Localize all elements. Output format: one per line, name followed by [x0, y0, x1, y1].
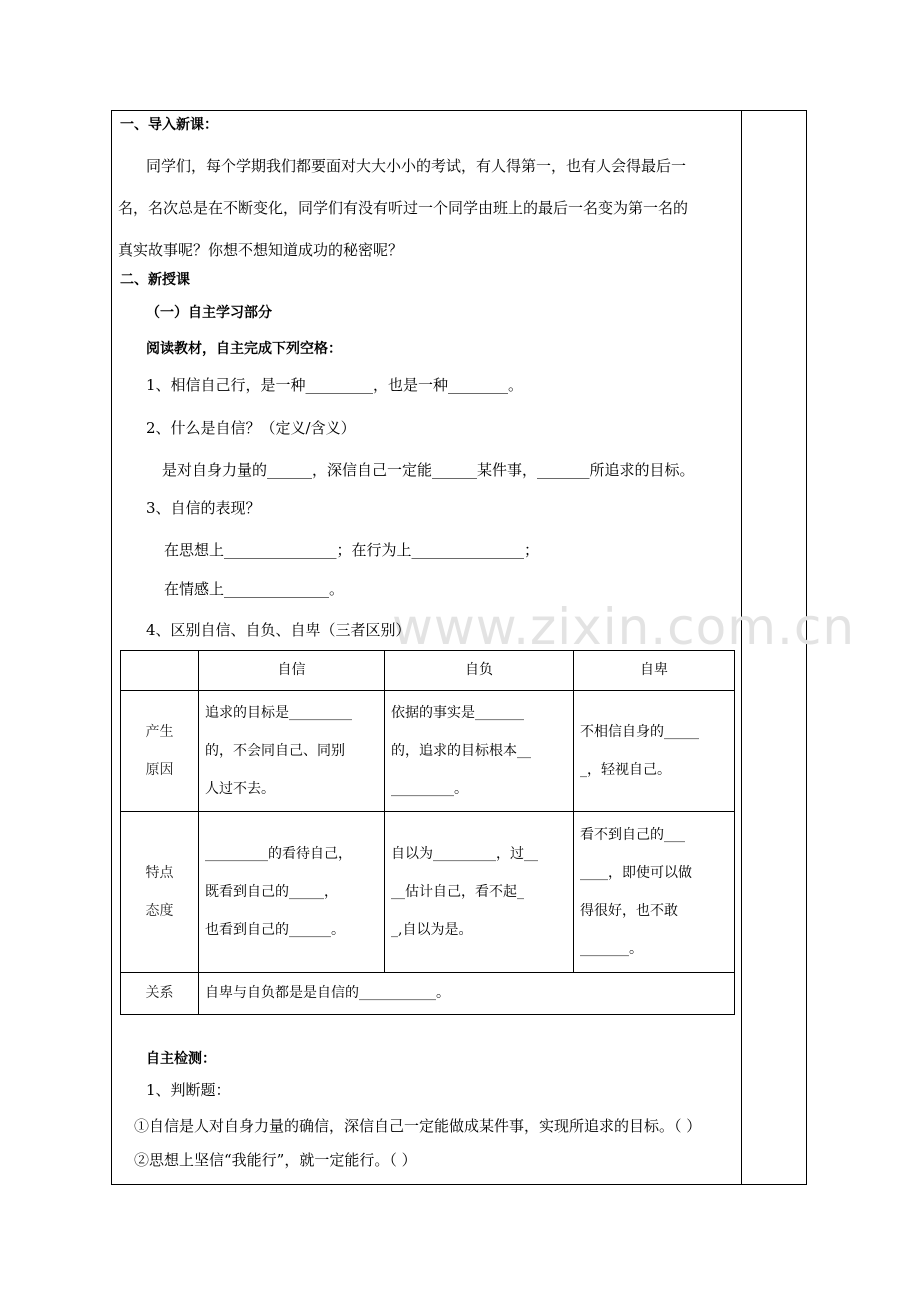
self-test-item: ①自信是人对自身力量的确信，深信自己一定能做成某件事，实现所追求的目标。（ ） [134, 1117, 702, 1135]
row-label: 关系 [121, 973, 199, 1015]
row-label: 产生 原因 [121, 691, 199, 812]
question-2: 2、什么是自信？（定义/含义） [146, 419, 356, 437]
section2-heading: 二、新授课 [120, 272, 190, 288]
table-cell: 自卑与自负都是是自信的___________。 [199, 973, 735, 1015]
table-cell: 看不到自己的___ ____，即使可以做 得很好，也不敢 _______。 [574, 812, 735, 973]
table-cell: 追求的目标是_________ 的，不会同自己、同别 人过不去。 [199, 691, 385, 812]
table-row [121, 973, 735, 1015]
self-test-item: ②思想上坚信“我能行”，就一定能行。（ ） [134, 1151, 417, 1169]
section1-heading: 一、导入新课： [120, 117, 218, 133]
row-label: 特点 态度 [121, 812, 199, 973]
intro-paragraph-line: 同学们，每个学期我们都要面对大大小小的考试，有人得第一，也有人会得最后一 [146, 157, 687, 175]
table-header-row [121, 651, 735, 691]
table-cell: 依据的事实是_______ 的，追求的目标根本__ _________。 [385, 691, 574, 812]
question-2-answer: 是对自身力量的______，深信自己一定能______某件事，_______所追求的目标。 [162, 461, 695, 479]
table-header-cell: 自负 [385, 651, 574, 691]
table-row [121, 812, 735, 973]
table-header-cell [121, 651, 199, 691]
self-test-heading: 自主检测： [146, 1051, 216, 1067]
question-3-line: 在思想上_______________；在行为上_______________； [164, 541, 540, 559]
question-1: 1、相信自己行，是一种_________，也是一种________。 [146, 376, 524, 394]
table-cell: 不相信自身的_____ _，轻视自己。 [574, 691, 735, 812]
watermark: www.zixin.com.cn [392, 598, 856, 656]
question-4: 4、区别自信、自负、自卑（三者区别） [146, 621, 411, 639]
table-cell: _________的看待自己， 既看到自己的_____， 也看到自己的______。 [199, 812, 385, 973]
table-cell: 自以为_________，过__ __估计自己，看不起_ _,自以为是。 [385, 812, 574, 973]
subsection-heading: （一）自主学习部分 [146, 305, 272, 321]
intro-paragraph-line: 真实故事呢？你想不想知道成功的秘密呢？ [118, 241, 404, 259]
question-3: 3、自信的表现？ [146, 499, 261, 517]
table-header-cell: 自卑 [574, 651, 735, 691]
table-header-cell: 自信 [199, 651, 385, 691]
table-row [121, 691, 735, 812]
question-3-line: 在情感上______________。 [164, 580, 345, 598]
comparison-table [120, 650, 735, 1015]
instruction-text: 阅读教材，自主完成下列空格： [146, 341, 342, 357]
self-test-question: 1、判断题： [146, 1081, 231, 1099]
intro-paragraph-line: 名，名次总是在不断变化，同学们有没有听过一个同学由班上的最后一名变为第一名的 [118, 199, 689, 217]
